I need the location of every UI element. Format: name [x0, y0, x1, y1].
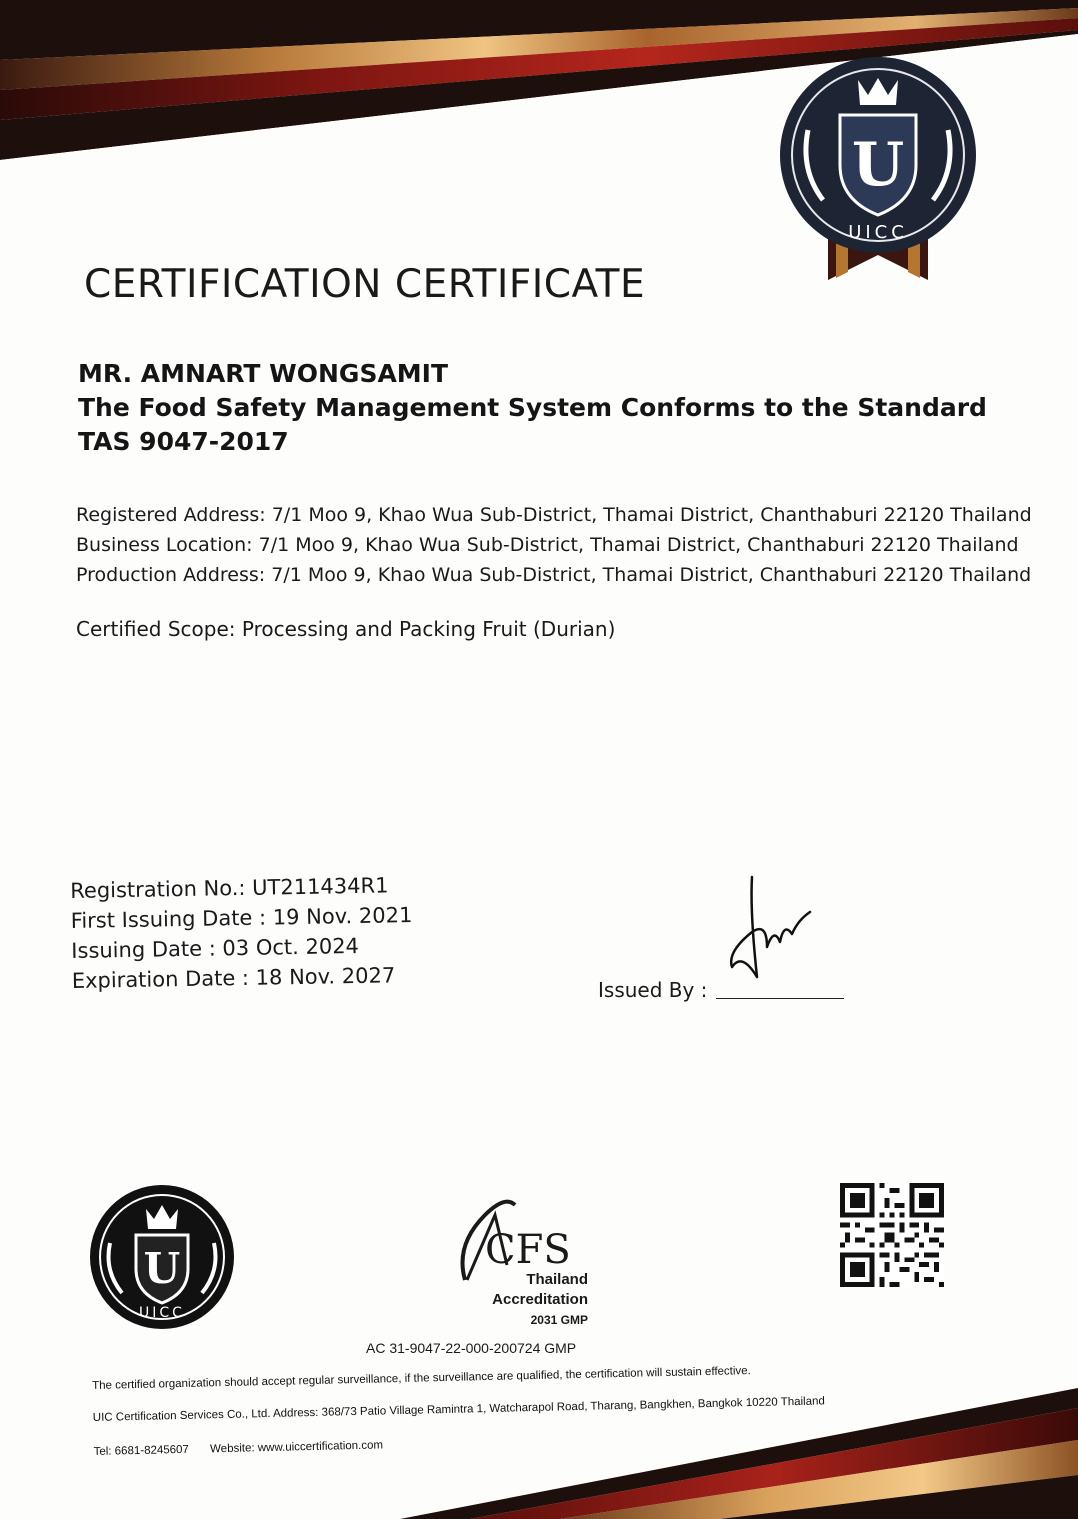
address-block: [76, 500, 1032, 590]
certified-scope: Certified Scope: Processing and Packing Fruit (Durian): [76, 617, 616, 641]
registration-no: Registration No.: UT211434R1: [70, 873, 389, 903]
registered-address: Registered Address: 7/1 Moo 9, Khao Wua Sub-District, Thamai District, Chanthaburi 22120 Thailand: [76, 504, 1032, 526]
holder-name: MR. AMNART WONGSAMIT: [78, 359, 449, 388]
svg-text:CFS: CFS: [485, 1227, 571, 1273]
expiration-date: Expiration Date : 18 Nov. 2027: [71, 963, 396, 993]
acfs-thailand: Thailand: [526, 1271, 588, 1288]
production-address: Production Address: 7/1 Moo 9, Khao Wua Sub-District, Thamai District, Chanthaburi 22120 Thailand: [76, 564, 1032, 586]
holder-block: [78, 357, 987, 459]
svg-text:UICC: UICC: [848, 222, 908, 243]
standard-statement: The Food Safety Management System Conforms to the Standard: [78, 393, 987, 422]
svg-text:UICC: UICC: [139, 1305, 185, 1321]
registration-block: [70, 870, 414, 996]
certificate-title: CERTIFICATION CERTIFICATE: [84, 262, 646, 307]
telephone: Tel: 6681-8245607: [93, 1443, 190, 1458]
website: Website: www.uiccertification.com: [209, 1439, 384, 1456]
svg-text:U: U: [851, 130, 905, 200]
acfs-gmp: 2031 GMP: [530, 1313, 588, 1327]
company-address: UIC Certification Services Co., Ltd. Address: 368/73 Patio Village Ramintra 1, Watcharapol Road, Tharang, Bangkhen, Bangkok 10220 Thailand: [92, 1395, 825, 1424]
first-issuing-date: First Issuing Date : 19 Nov. 2021: [70, 903, 413, 933]
bottom-decorative-band: [0, 1380, 1078, 1519]
signature: [712, 872, 822, 982]
svg-text:U: U: [143, 1244, 181, 1293]
uicc-seal-top: [778, 50, 978, 285]
business-location: Business Location: 7/1 Moo 9, Khao Wua Sub-District, Thamai District, Chanthaburi 22120 Thailand: [76, 534, 1019, 556]
issuing-date: Issuing Date : 03 Oct. 2024: [71, 933, 360, 963]
qr-code-icon: [840, 1183, 944, 1287]
acfs-caption: [480, 1270, 588, 1330]
issued-by-label: Issued By :: [598, 978, 708, 1002]
accreditation-number: AC 31-9047-22-000-200724 GMP: [366, 1340, 577, 1356]
acfs-accreditation: Accreditation: [492, 1291, 588, 1308]
uicc-seal-bottom: [88, 1183, 236, 1331]
signature-line: [716, 998, 844, 999]
surveillance-note: The certified organization should accept regular surveillance, if the surveillance are qualified, the certification will sustain effective.: [92, 1365, 751, 1392]
standard-code: TAS 9047-2017: [78, 427, 289, 456]
